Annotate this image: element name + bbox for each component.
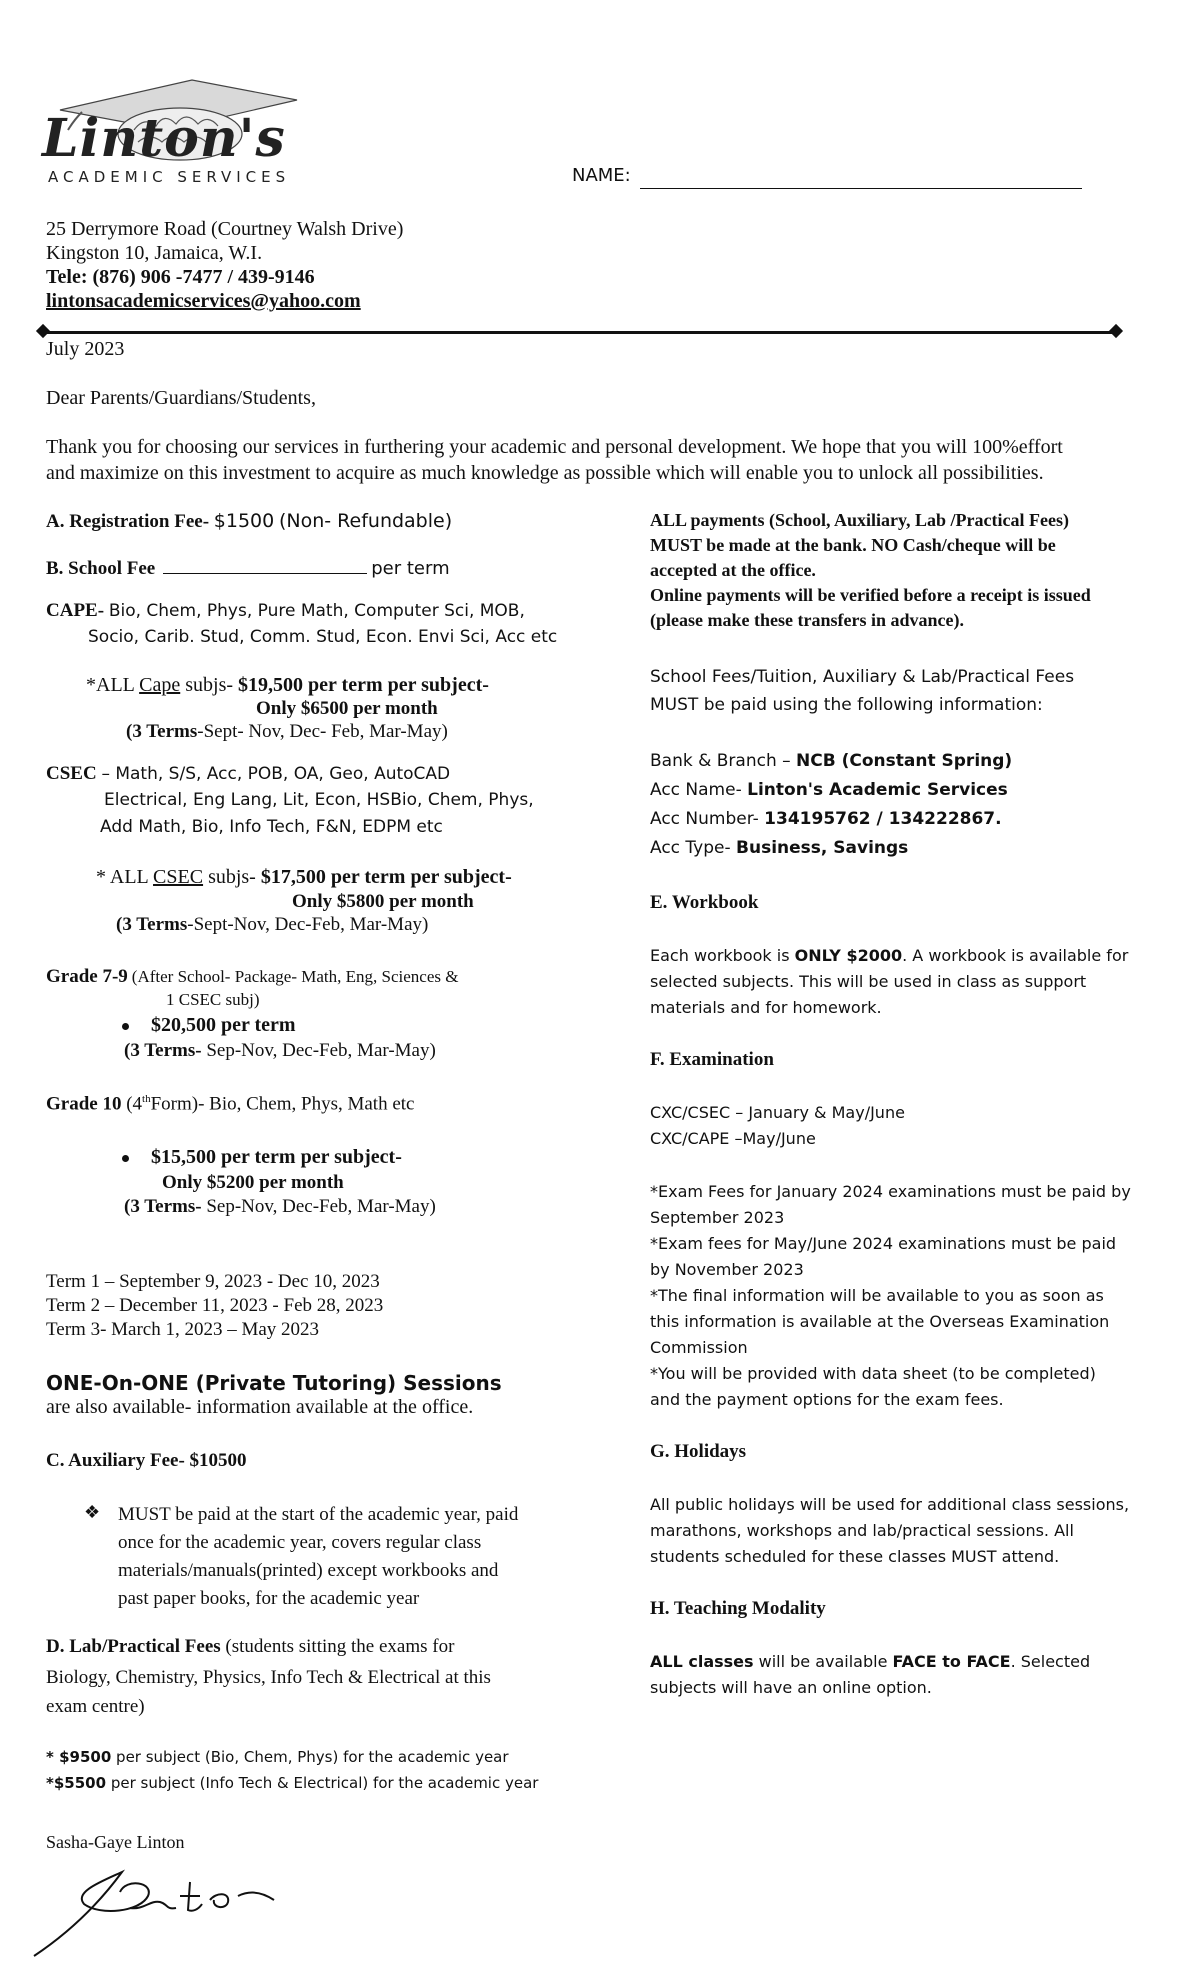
telephone: Tele: (876) 906 -7477 / 439-9146: [46, 266, 315, 288]
exam-note-1a: *Exam Fees for January 2024 examinations must be paid by: [650, 1182, 1131, 1201]
payment-notice-line-3: accepted at the office.: [650, 560, 816, 580]
grade-7-9-label: Grade 7-9: [46, 966, 128, 987]
grade-7-9-price-value: $20,500 per term: [151, 1014, 296, 1036]
logo-wordmark: Linton's: [42, 108, 286, 169]
account-number: [650, 806, 1002, 832]
lab-fee-2: [46, 1774, 538, 1792]
workbook-line-3: materials and for homework.: [650, 998, 882, 1017]
grade-10-monthly: Only $5200 per month: [162, 1172, 344, 1193]
payment-notice-line-2: MUST be made at the bank. NO Cash/cheque will be: [650, 535, 1056, 555]
lab-fees-line-2: Biology, Chemistry, Physics, Info Tech & Electrical at this: [46, 1667, 491, 1688]
lab-fee-1-price: * $9500: [46, 1748, 112, 1766]
csec-all-price: $17,500 per term per subject-: [260, 866, 512, 888]
grade-10-terms-label: (3 Terms-: [124, 1196, 202, 1217]
tm-post: . Selected: [1010, 1652, 1091, 1671]
cape-terms-value: -Sept- Nov, Dec- Feb, Mar-May): [197, 721, 448, 742]
csec-label: CSEC: [46, 763, 97, 784]
grade-7-9-terms-value: Sep-Nov, Dec-Feb, Mar-May): [206, 1040, 436, 1061]
auxiliary-line-3: materials/manuals(printed) except workbooks and: [118, 1560, 499, 1581]
diamond-bullet-icon: ❖: [84, 1502, 101, 1522]
school-fee-label: B. School Fee: [46, 558, 156, 579]
teaching-modality-line-1: [650, 1650, 1090, 1674]
grade-7-9-terms: [124, 1040, 436, 1062]
divider-end-right: [1109, 324, 1123, 338]
header-divider: [44, 331, 1116, 334]
account-name: [650, 777, 1008, 803]
exam-note-4a: *You will be provided with data sheet (to be completed): [650, 1364, 1096, 1383]
auxiliary-line-2: once for the academic year, covers regular class: [118, 1532, 482, 1553]
exam-note-3b: this information is available at the Overseas Examination: [650, 1312, 1110, 1331]
term-1: Term 1 – September 9, 2023 - Dec 10, 2023: [46, 1271, 380, 1292]
grade-10-subjects: Form)- Bio, Chem, Phys, Math etc: [150, 1093, 415, 1115]
workbook-pre: Each workbook is: [650, 946, 795, 965]
lab-fees-line-1: (students sitting the exams for: [225, 1636, 455, 1657]
registration-fee: [46, 510, 452, 533]
cape-all-prefix: *ALL: [86, 674, 135, 696]
term-3: Term 3- March 1, 2023 – May 2023: [46, 1319, 320, 1340]
exam-note-2a: *Exam fees for May/June 2024 examinations must be paid: [650, 1234, 1117, 1253]
name-input-line[interactable]: [640, 188, 1082, 189]
account-type-value: Business, Savings: [736, 838, 909, 858]
csec-subjects-line-1: [46, 763, 450, 785]
grade-10-price: [122, 1146, 402, 1169]
cape-label: CAPE-: [46, 600, 105, 621]
signature-image: [30, 1852, 300, 1962]
cape-all-mid: subjs-: [185, 674, 234, 696]
workbook-price: ONLY $2000: [794, 946, 903, 965]
csec-subjects-line-2: Electrical, Eng Lang, Lit, Econ, HSBio, Chem, Phys,: [104, 790, 534, 810]
exam-note-4b: and the payment options for the exam fees.: [650, 1390, 1004, 1409]
grade-10-label: Grade 10: [46, 1093, 122, 1115]
fees-info-line-2: MUST be paid using the following information:: [650, 695, 1043, 715]
grade-7-9: [46, 966, 458, 988]
private-tutoring-text: are also available- information available at the office.: [46, 1396, 474, 1418]
exam-note-3c: Commission: [650, 1338, 748, 1357]
exam-note-2b: by November 2023: [650, 1260, 804, 1279]
registration-fee-label: A. Registration Fee-: [46, 511, 210, 532]
holidays-line-2: marathons, workshops and lab/practical sessions. All: [650, 1521, 1074, 1540]
payment-notice-line-1: ALL payments (School, Auxiliary, Lab /Practical Fees): [650, 510, 1069, 530]
registration-fee-note: (Non- Refundable): [278, 510, 453, 532]
auxiliary-fee-heading: C. Auxiliary Fee- $10500: [46, 1450, 247, 1471]
cape-terms-label: (3 Terms: [126, 721, 198, 742]
signatory-name: Sasha-Gaye Linton: [46, 1832, 185, 1852]
lab-fees-label: D. Lab/Practical Fees: [46, 1636, 221, 1657]
holidays-line-3: students scheduled for these classes MUST attend.: [650, 1547, 1060, 1566]
csec-all-word: CSEC: [153, 866, 204, 888]
cape-subjects-line-1: [46, 600, 525, 622]
tm-mid: will be available: [753, 1652, 893, 1671]
school-fee: [46, 555, 450, 580]
tm-face-to-face: FACE to FACE: [892, 1652, 1011, 1671]
exam-note-3a: *The final information will be available to you as soon as: [650, 1286, 1104, 1305]
intro-line-1: Thank you for choosing our services in furthering your academic and personal development. We hope that you will 100%effort: [46, 436, 1063, 458]
csec-all-prefix: * ALL: [96, 866, 149, 888]
account-name-value: Linton's Academic Services: [747, 780, 1008, 800]
logo-subtitle: ACADEMIC SERVICES: [48, 168, 291, 186]
name-label: NAME:: [572, 165, 631, 186]
exam-line-2: CXC/CAPE –May/June: [650, 1129, 816, 1148]
grade-7-9-price: [122, 1014, 296, 1037]
cape-list-1: Bio, Chem, Phys, Pure Math, Computer Sci, MOB,: [108, 601, 525, 621]
bullet-icon: [122, 1155, 129, 1162]
exam-note-1b: September 2023: [650, 1208, 785, 1227]
grade-10-terms: [124, 1196, 436, 1218]
account-type: [650, 835, 908, 861]
exam-line-1: CXC/CSEC – January & May/June: [650, 1103, 905, 1122]
grade-7-9-note-2: 1 CSEC subj): [166, 990, 260, 1009]
salutation: Dear Parents/Guardians/Students,: [46, 387, 316, 409]
registration-fee-value: $1500: [213, 510, 275, 532]
tm-all-classes: ALL classes: [650, 1652, 754, 1671]
letter-date: July 2023: [46, 338, 125, 360]
lab-fee-2-price: *$5500: [46, 1774, 107, 1792]
grade-7-9-note-1: (After School- Package- Math, Eng, Sciences &: [131, 967, 459, 986]
account-name-label: Acc Name-: [650, 780, 748, 800]
school-fee-suffix: per term: [371, 558, 450, 579]
payment-notice-line-5: (please make these transfers in advance).: [650, 610, 964, 630]
lab-fee-1-text: per subject (Bio, Chem, Phys) for the academic year: [116, 1748, 509, 1766]
bank-branch: [650, 748, 1012, 774]
grade-10-form: (4: [126, 1093, 143, 1115]
teaching-modality-heading: H. Teaching Modality: [650, 1598, 826, 1619]
grade-10-price-value: $15,500 per term per subject-: [151, 1146, 402, 1168]
address-line-2: Kingston 10, Jamaica, W.I.: [46, 242, 263, 264]
lab-fees-heading: [46, 1636, 454, 1658]
csec-list-1: – Math, S/S, Acc, POB, OA, Geo, AutoCAD: [101, 764, 451, 784]
auxiliary-line-1: MUST be paid at the start of the academic year, paid: [118, 1504, 519, 1525]
workbook-heading: E. Workbook: [650, 892, 759, 913]
cape-all-word: Cape: [139, 674, 181, 696]
csec-terms: [116, 914, 428, 936]
account-number-label: Acc Number-: [650, 809, 765, 829]
school-fee-blank[interactable]: [163, 555, 367, 574]
workbook-line-2: selected subjects. This will be used in class as support: [650, 972, 1087, 991]
lab-fee-1: [46, 1748, 509, 1766]
examination-heading: F. Examination: [650, 1049, 774, 1070]
fees-info-line-1: School Fees/Tuition, Auxiliary & Lab/Practical Fees: [650, 667, 1075, 687]
workbook-line-1: [650, 944, 1128, 968]
email-link[interactable]: lintonsacademicservices@yahoo.com: [46, 290, 361, 312]
csec-terms-label: (3 Terms: [116, 914, 188, 935]
auxiliary-line-4: past paper books, for the academic year: [118, 1588, 420, 1609]
holidays-line-1: All public holidays will be used for additional class sessions,: [650, 1495, 1130, 1514]
account-type-label: Acc Type-: [650, 838, 737, 858]
intro-line-2: and maximize on this investment to acquire as much knowledge as possible which will enable you to unlock all possibilities.: [46, 462, 1044, 484]
bank-branch-label: Bank & Branch –: [650, 751, 797, 771]
private-tutoring-heading: ONE-On-ONE (Private Tutoring) Sessions: [46, 1371, 502, 1395]
csec-monthly: Only $5800 per month: [292, 891, 474, 912]
account-number-value: 134195762 / 134222867.: [764, 809, 1002, 829]
lab-fee-2-text: per subject (Info Tech & Electrical) for the academic year: [110, 1774, 539, 1792]
grade-10: [46, 1093, 415, 1115]
lab-fees-line-3: exam centre): [46, 1696, 145, 1717]
workbook-post: . A workbook is available for: [902, 946, 1129, 965]
bullet-icon: [122, 1023, 129, 1030]
csec-price: [96, 866, 512, 889]
bank-branch-value: NCB (Constant Spring): [796, 751, 1013, 771]
holidays-heading: G. Holidays: [650, 1441, 747, 1462]
grade-10-sup: th: [142, 1093, 151, 1105]
cape-all-price: $19,500 per term per subject-: [238, 674, 489, 696]
payment-notice-line-4: Online payments will be verified before a receipt is issued: [650, 585, 1091, 605]
cape-subjects-line-2: Socio, Carib. Stud, Comm. Stud, Econ. Envi Sci, Acc etc: [88, 627, 558, 647]
cape-terms: [126, 721, 448, 743]
csec-terms-value: -Sept-Nov, Dec-Feb, Mar-May): [187, 914, 429, 935]
csec-all-mid: subjs-: [208, 866, 256, 888]
csec-subjects-line-3: Add Math, Bio, Info Tech, F&N, EDPM etc: [100, 817, 443, 837]
term-2: Term 2 – December 11, 2023 - Feb 28, 2023: [46, 1295, 384, 1316]
grade-7-9-terms-label: (3 Terms-: [124, 1040, 202, 1061]
address-line-1: 25 Derrymore Road (Courtney Walsh Drive): [46, 218, 404, 240]
grade-10-terms-value: Sep-Nov, Dec-Feb, Mar-May): [206, 1196, 436, 1217]
cape-monthly: Only $6500 per month: [256, 698, 438, 719]
teaching-modality-line-2: subjects will have an online option.: [650, 1678, 932, 1697]
cape-price: [86, 674, 489, 697]
